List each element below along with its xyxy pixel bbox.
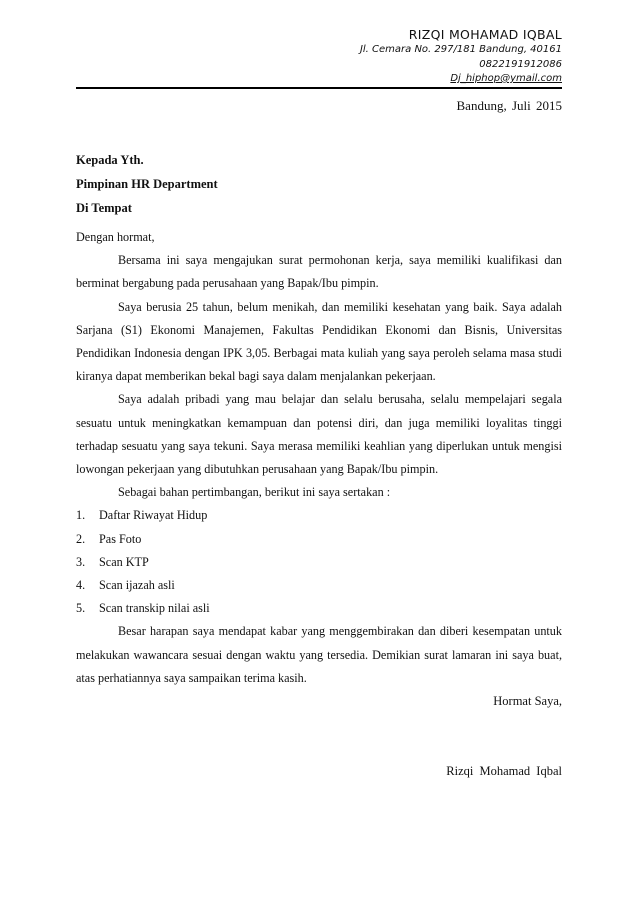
- attachment-list: [76, 504, 562, 620]
- body-paragraph: Saya berusia 25 tahun, belum menikah, dan memiliki kesehatan yang baik. Saya adalah Sarjana (S1) Ekonomi Manajemen, Fakultas Pendidikan Ekonomi dan Bisnis, Universitas Pendidikan Indonesia dengan IPK 3,05. Berbagai mata kuliah yang saya peroleh selama masa studi kiranya dapat memberikan bekal bagi saya dalam menjalankan pekerjaan.: [76, 299, 562, 384]
- sender-email[interactable]: Dj_hiphop@ymail.com: [450, 73, 562, 84]
- list-number: 1.: [76, 508, 86, 523]
- list-text: Daftar Riwayat Hidup: [99, 508, 208, 523]
- list-item: [76, 528, 562, 551]
- closing-paragraph: Besar harapan saya mendapat kabar yang menggembirakan dan diberi kesempatan untuk melakukan wawancara sesuai dengan waktu yang tersedia. Demikian surat lamaran ini saya buat, atas perhatiannya saya sampaikan terima kasih.: [76, 624, 562, 685]
- salutation: Dengan hormat,: [76, 230, 155, 244]
- body-paragraph: Saya adalah pribadi yang mau belajar dan selalu berusaha, selalu mempelajari segala sesuatu untuk meningkatkan kemampuan dan potensi diri, dan juga memiliki loyalitas tinggi terhadap sesuatu yang saya tekuni. Saya merasa memiliki keahlian yang diperlukan untuk mengisi lowongan pekerjaan yang dibutuhkan perusahaan yang Bapak/Ibu pimpin.: [76, 392, 562, 477]
- sender-address: Jl. Cemara No. 297/181 Bandung, 40161: [359, 44, 562, 55]
- list-item: [76, 551, 562, 574]
- letterhead: [360, 26, 562, 87]
- letter-body: [76, 226, 562, 690]
- recipient-line: Kepada Yth.: [76, 153, 144, 167]
- list-item: [76, 597, 562, 620]
- list-number: 5.: [76, 601, 86, 616]
- list-number: 2.: [76, 531, 86, 546]
- recipient-block: [76, 148, 218, 220]
- letter-date: Bandung, Juli 2015: [456, 98, 562, 113]
- signer-name: Rizqi Mohamad Iqbal: [446, 764, 562, 778]
- sender-name: RIZQI MOHAMAD IQBAL: [408, 27, 562, 42]
- header-divider: [76, 87, 562, 89]
- closing-phrase: Hormat Saya,: [493, 694, 562, 708]
- list-text: Scan ijazah asli: [99, 578, 175, 593]
- list-text: Scan transkip nilai asli: [99, 601, 210, 616]
- body-paragraph: Bersama ini saya mengajukan surat permohonan kerja, saya memiliki kualifikasi dan berminat bergabung pada perusahaan yang Bapak/Ibu pimpin.: [76, 253, 562, 291]
- list-number: 4.: [76, 578, 86, 593]
- body-paragraph: Sebagai bahan pertimbangan, berikut ini saya sertakan :: [118, 485, 391, 500]
- list-text: Scan KTP: [99, 554, 149, 569]
- recipient-line: Pimpinan HR Department: [76, 177, 218, 191]
- list-item: [76, 504, 562, 527]
- sender-phone: 0822191912086: [479, 58, 562, 70]
- list-item: [76, 574, 562, 597]
- list-text: Pas Foto: [99, 531, 142, 546]
- recipient-line: Di Tempat: [76, 201, 132, 215]
- list-number: 3.: [76, 554, 86, 569]
